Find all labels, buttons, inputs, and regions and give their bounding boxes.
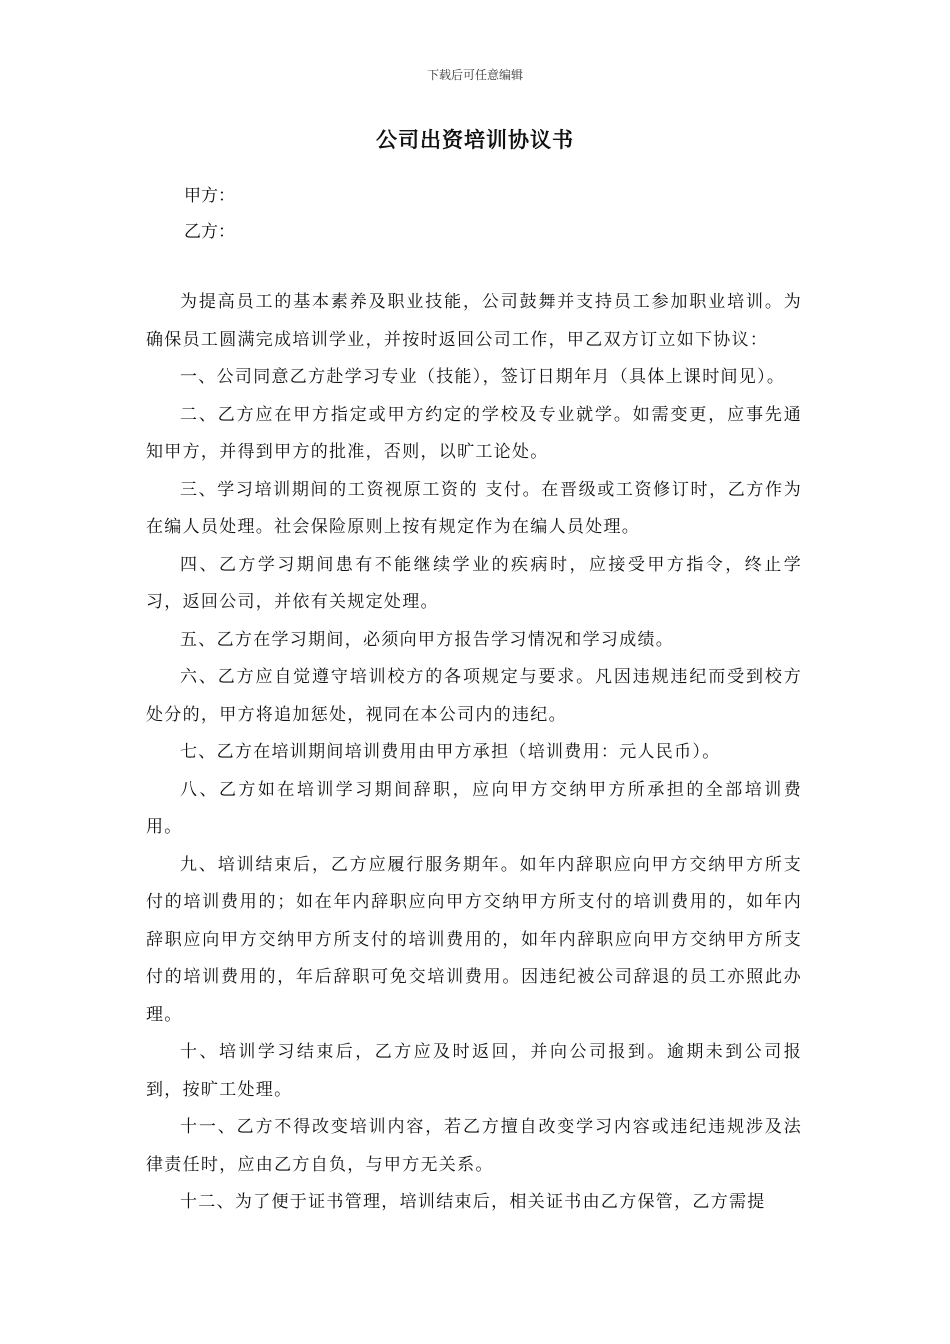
- agreement-body: [146, 284, 802, 1222]
- clause-11: 十一、乙方不得改变培训内容，若乙方擅自改变学习内容或违纪违规涉及法律责任时，应由乙方自负，与甲方无关系。: [146, 1117, 802, 1175]
- party-a-label: 甲方：: [184, 186, 235, 206]
- clause-10: 十、培训学习结束后，乙方应及时返回，并向公司报到。逾期未到公司报到，按旷工处理。: [146, 1042, 802, 1100]
- intro-paragraph: 为提高员工的基本素养及职业技能，公司鼓舞并支持员工参加职业培训。为确保员工圆满完成培训学业，并按时返回公司工作，甲乙双方订立如下协议：: [146, 292, 802, 350]
- clause-9: 九、培训结束后，乙方应履行服务期年。如年内辞职应向甲方交纳甲方所支付的培训费用的；如在年内辞职应向甲方交纳甲方所支付的培训费用的，如年内辞职应向甲方交纳甲方所支付的培训费用的，如年内辞职应向甲方交纳甲方所支付的培训费用的，年后辞职可免交培训费用。因违纪被公司辞退的员工亦照此办理。: [146, 854, 802, 1025]
- party-b-label: 乙方：: [184, 222, 235, 242]
- clause-1: 一、公司同意乙方赴学习专业（技能），签订日期年月（具体上课时间见）。: [180, 367, 786, 387]
- clause-12: 十二、为了便于证书管理，培训结束后，相关证书由乙方保管，乙方需提: [180, 1192, 766, 1212]
- clause-2: 二、乙方应在甲方指定或甲方约定的学校及专业就学。如需变更，应事先通知甲方，并得到甲方的批准，否则，以旷工论处。: [146, 404, 802, 462]
- clause-3: 三、学习培训期间的工资视原工资的 支付。在晋级或工资修订时，乙方作为在编人员处理。社会保险原则上按有规定作为在编人员处理。: [146, 479, 802, 537]
- clause-7: 七、乙方在培训期间培训费用由甲方承担（培训费用：元人民币）。: [180, 742, 721, 762]
- clause-8: 八、乙方如在培训学习期间辞职，应向甲方交纳甲方所承担的全部培训费用。: [146, 779, 802, 837]
- header-note: 下载后可任意编辑: [426, 68, 523, 82]
- clause-6: 六、乙方应自觉遵守培训校方的各项规定与要求。凡因违规违纪而受到校方处分的，甲方将追加惩处，视同在本公司内的违纪。: [146, 667, 802, 725]
- document-title: 公司出资培训协议书: [376, 128, 574, 152]
- clause-5: 五、乙方在学习期间，必须向甲方报告学习情况和学习成绩。: [180, 629, 675, 650]
- clause-4: 四、乙方学习期间患有不能继续学业的疾病时，应接受甲方指令，终止学习，返回公司，并依有关规定处理。: [146, 554, 802, 612]
